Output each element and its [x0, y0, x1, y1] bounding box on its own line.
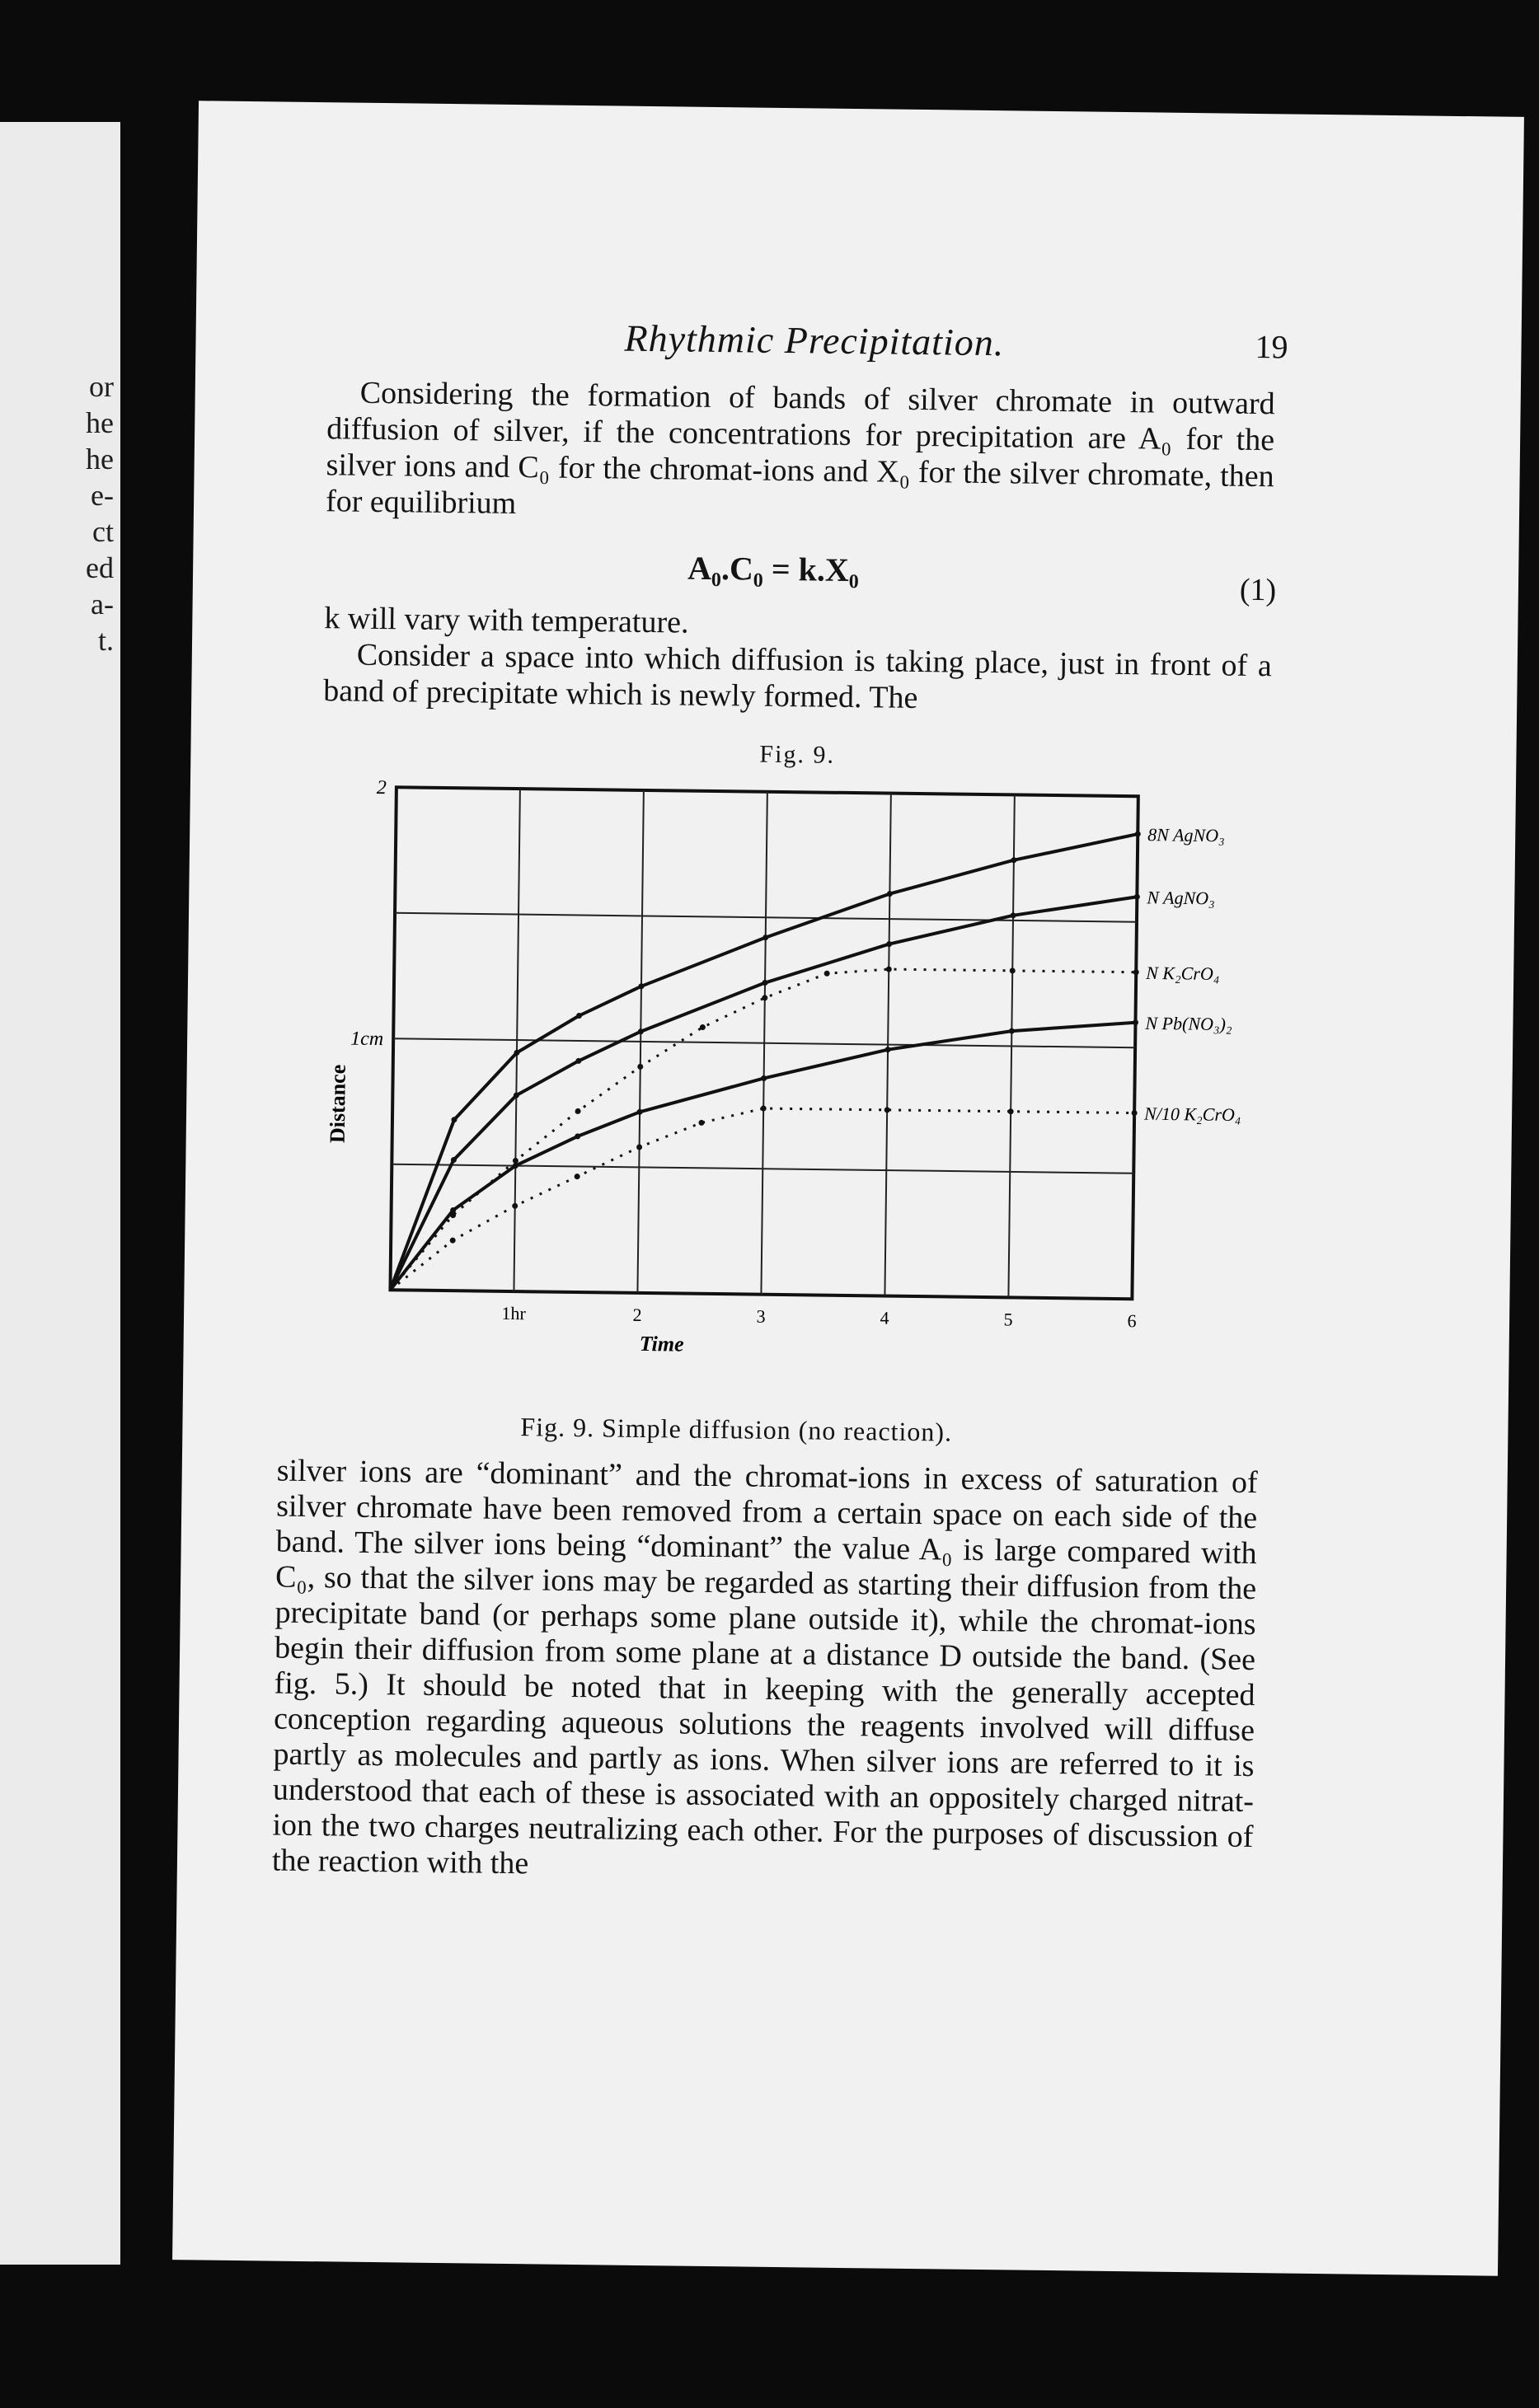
y-axis-label: Distance: [325, 1064, 350, 1144]
book-page: [172, 101, 1524, 2275]
x-axis-label: Time: [639, 1331, 684, 1356]
left-page-fragment: or: [89, 370, 114, 403]
data-point: [1009, 1028, 1015, 1034]
figure-caption: Fig. 9. Simple diffusion (no reaction).: [520, 1412, 953, 1447]
paragraph-text: Consider a space into which diffusion is taking place, just in front of a band of precipitate which is newly formed. The: [323, 637, 1273, 715]
y-tick-label: 1cm: [350, 1028, 384, 1051]
equation-number: (1): [1239, 572, 1277, 608]
left-page-fragment: ed: [86, 551, 114, 584]
series-label: 8N AgNO₃: [1147, 824, 1225, 846]
data-point: [1008, 1108, 1014, 1114]
left-page-fragment: he: [86, 406, 114, 439]
data-point: [1133, 1019, 1138, 1025]
data-point: [1134, 894, 1140, 900]
paragraph: [326, 374, 1275, 531]
left-page-fragment: he: [86, 443, 114, 476]
data-point: [450, 1238, 456, 1244]
left-page-fragment: ct: [92, 515, 114, 548]
data-point: [884, 1107, 890, 1113]
left-page-fragment: a-: [91, 588, 114, 621]
left-page-fragment: e-: [91, 479, 114, 512]
page-number: 19: [1255, 327, 1288, 366]
data-point: [512, 1203, 518, 1209]
figure-label: Fig. 9.: [759, 740, 836, 769]
data-point: [1132, 1110, 1138, 1116]
series-label: N/10 K₂CrO₄: [1143, 1103, 1241, 1126]
running-head: Rhythmic Precipitation.: [624, 316, 1005, 364]
x-tick-label: 2: [632, 1304, 642, 1325]
data-point: [637, 1064, 643, 1070]
paragraph-text: Considering the formation of bands of silver chromate in outward diffusion of silver, if the concentrations for precipitation are A₀ for the silver ions and C₀ for the chromat-ions and X₀ for the silver chromate, then for equilibrium: [325, 375, 1275, 522]
data-point: [513, 1158, 518, 1164]
data-point: [698, 1120, 704, 1126]
data-point: [1010, 967, 1016, 973]
data-point: [1133, 969, 1139, 975]
paragraph: [323, 600, 1273, 720]
series-label: N Pb(NO₃)₂: [1145, 1012, 1232, 1035]
x-tick-label: 6: [1127, 1310, 1137, 1332]
series-label: N K₂CrO₄: [1146, 962, 1220, 984]
left-page-fragment: t.: [97, 624, 114, 657]
series-label: N AgNO₃: [1147, 887, 1215, 909]
x-tick-label: 3: [756, 1305, 766, 1327]
page-header: [195, 311, 1522, 385]
data-point: [886, 967, 892, 972]
data-point: [761, 1105, 767, 1111]
x-tick-label: 5: [1003, 1309, 1013, 1330]
data-point: [636, 1144, 642, 1150]
data-point: [824, 971, 830, 977]
x-tick-label: 4: [880, 1307, 889, 1328]
equation: A₀.C₀ = k.X₀: [687, 549, 860, 589]
x-tick-label: 1hr: [501, 1302, 526, 1324]
paragraph-text: silver ions are “dominant” and the chromat-ions in excess of saturation of silver chromate have been removed from a certain space on each side of the band. The silver ions being “dominant” the value A₀ is large compared with C₀, so that the silver ions may be regarded as starting their diffusion from the precipitate band (or perhaps some plane outside it), while the chromat-ions begin their diffusion from some plane at a distance D outside the band. (See fig. 5.) It should be noted that in keeping with the generally accepted conception regarding aqueous solutions the reagents involved will diffuse partly as molecules and partly as ions. When silver ions are referred to it is understood that each of these is associated with an oppositely charged nitrat-ion the two charges neutralizing each other. For the purposes of discussion of the reaction with the: [271, 1453, 1258, 1881]
data-point: [575, 1174, 580, 1179]
y-tick-label: 2: [376, 776, 387, 799]
paragraph: [272, 1454, 1258, 1890]
diffusion-chart: [307, 761, 1262, 1399]
paragraph-text: k will vary with temperature.: [324, 601, 689, 640]
left-facing-page: [0, 122, 120, 2265]
